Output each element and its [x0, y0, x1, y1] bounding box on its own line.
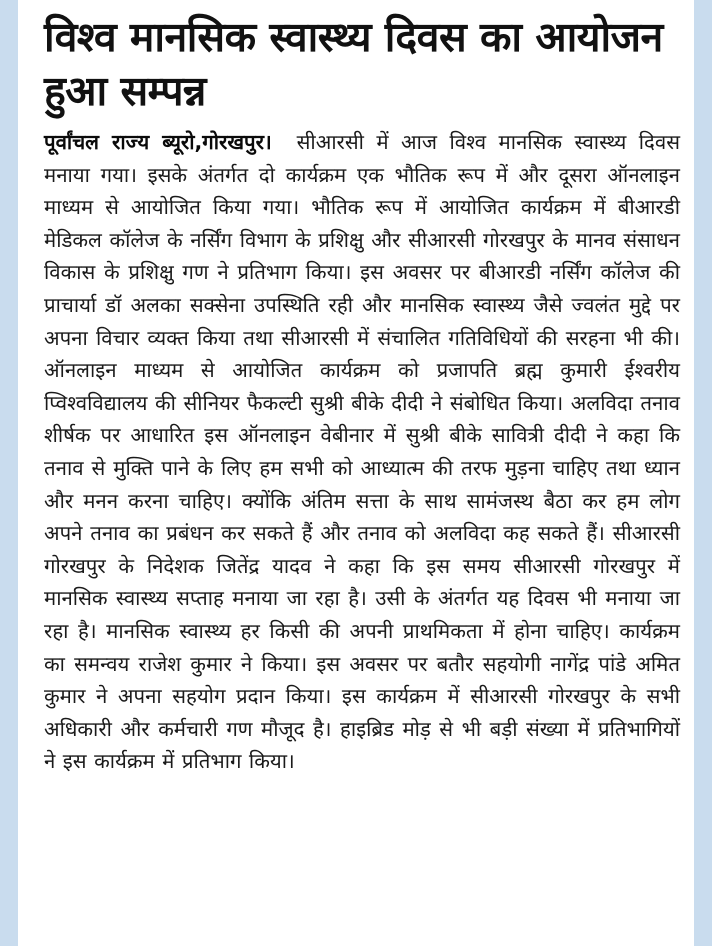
byline: पूर्वांचल राज्य ब्यूरो,गोरखपुर। [44, 130, 272, 154]
article-text: सीआरसी में आज विश्व मानसिक स्वास्थ्य दिवस मनाया गया। इसके अंतर्गत दो कार्यक्रम एक भौतिक रूप में और दूसरा ऑनलाइन माध्यम से आयोजित किया गया। भौतिक रूप में आयोजित कार्यक्रम में बीआरडी मेडिकल कॉलेज के नर्सिंग विभाग के प्रशिक्षु और सीआरसी गोरखपुर के मानव संसाधन विकास के प्रशिक्षु गण ने प्रतिभाग किया। इस अवसर पर बीआरडी नर्सिंग कॉलेज की प्राचार्या डॉ अलका सक्सेना उपस्थिति रही और मानसिक स्वास्थ्य जैसे ज्वलंत मुद्दे पर अपना विचार व्यक्त किया तथा सीआरसी में संचालित गतिविधियों की सरहना भी की। ऑनलाइन माध्यम से आयोजित कार्यक्रम को प्रजापति ब्रह्म कुमारी ईश्वरीय प्विश्वविद्यालय की सीनियर फैकल्टी सुश्री बीके दीदी ने संबोधित किया। अलविदा तनाव शीर्षक पर आधारित इस ऑनलाइन वेबीनार में सुश्री बीके सावित्री दीदी ने कहा कि तनाव से मुक्ति पाने के लिए हम सभी को आध्यात्म की तरफ मुड़ना चाहिए तथा ध्यान और मनन करना चाहिए। क्योंकि अंतिम सत्ता के साथ सामंजस्थ बैठा कर हम लोग अपने तनाव का प्रबंधन कर सकते हैं और तनाव को अलविदा कह सकते हैं। सीआरसी गोरखपुर के निदेशक जितेंद्र यादव ने कहा कि इस समय सीआरसी गोरखपुर में मानसिक स्वास्थ्य सप्ताह मनाया जा रहा है। उसी के अंतर्गत यह दिवस भी मनाया जा रहा है। मानसिक स्वास्थ्य हर किसी की अपनी प्राथमिकता में होना चाहिए। कार्यक्रम का समन्वय राजेश कुमार ने किया। इस अवसर पर बतौर सहयोगी नागेंद्र पांडे अमित कुमार ने अपना सहयोग प्रदान किया। इस कार्यक्रम में सीआरसी गोरखपुर के सभी अधिकारी और कर्मचारी गण मौजूद है। हाइब्रिड मोड़ से भी बड़ी संख्या में प्रतिभागियों ने इस कार्यक्रम में प्रतिभाग किया। [44, 130, 680, 774]
right-background-strip [694, 0, 712, 946]
clipping-paper [18, 0, 694, 946]
cut-off-previous-line [28, 0, 588, 10]
cut-off-next-headline [58, 938, 258, 946]
left-background-strip [0, 0, 18, 946]
headline: विश्व मानसिक स्वास्थ्य दिवस का आयोजन हुआ सम्पन्न [44, 13, 663, 115]
article-body [44, 126, 680, 778]
